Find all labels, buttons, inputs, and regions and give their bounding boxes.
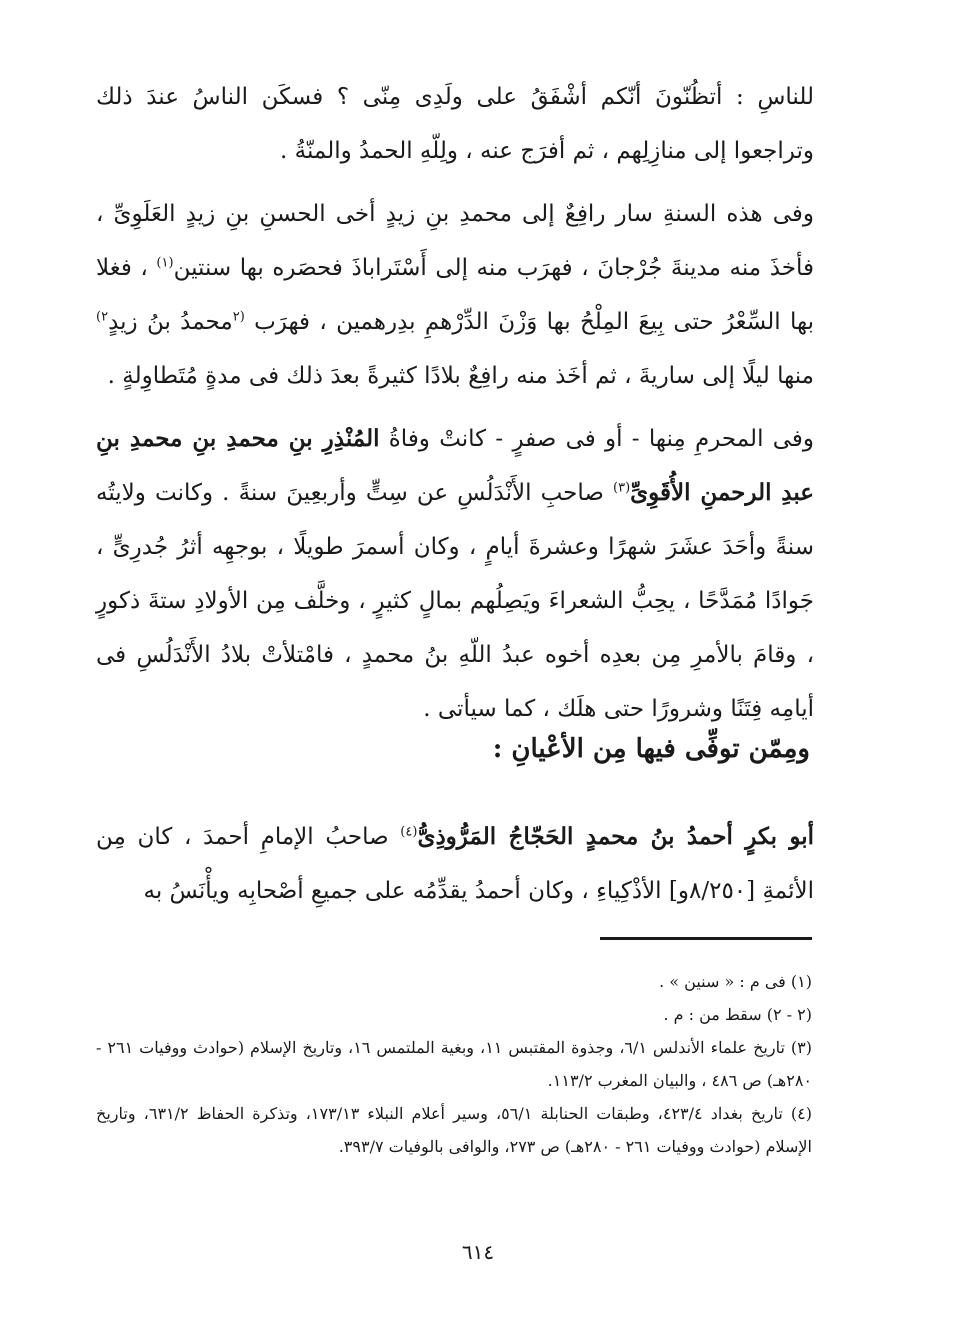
footnotes (96, 965, 812, 1163)
paragraph-1 (96, 70, 814, 178)
footnote-2: (٢ - ٢) سقط من : م . (663, 1005, 812, 1024)
paragraph-1-text: للناسِ : أتظُنّونَ أنّكم أشْفَقُ على ولَدِى مِنّى ؟ فسكَن الناسُ عندَ ذلك وتراجعوا إلى منازِلِهم ، ثم أفرَج عنه ، ولِلّهِ الحمدُ والمنّةُ . (96, 84, 814, 164)
manuscript-folio-reference: [٨/٢٥٠و] (668, 878, 756, 904)
footnote-marker-1: (١) (156, 255, 174, 271)
paragraph-2-part-d: منها ليلًا إلى ساريةَ ، ثم أخَذ منه رافِعٌ بلادًا كثيرةً بعدَ ذلك فى مدةٍ مُتَطاوِلةٍ . (107, 363, 814, 389)
person-name-almarrudhi: أبو بكرٍ أحمدُ بنُ محمدٍ الحَجّاجُ المَرُّوذِىُّ (417, 823, 814, 850)
section-heading: ومِمّن توفِّى فيها مِن الأعْيانِ : (492, 734, 810, 764)
footnote-marker-3: (٣) (613, 480, 631, 496)
paragraph-2-part-c: محمدُ بنُ زيدٍ (108, 309, 233, 335)
footnote-marker-2-open: (٢ (232, 309, 245, 325)
paragraph-2-part-b: ، فغلا بها السِّعْرُ حتى بِيعَ المِلْحُ بها وَزْنَ الدِّرْهمِ بدِرهمين ، فهرَب (96, 255, 814, 335)
footnote-4: (٤) تاريخ بغداد ٤٢٣/٤، وطبقات الحنابلة ٥٦/١، وسير أعلام النبلاء ١٧٣/١٣، وتذكرة الحفاظ ٦٣١/٢، وتاريخ الإسلام (حوادث ووفيات ٢٦١ - ٢٨٠هـ) ص ٢٧٣، والوافى بالوفيات ٣٩٣/٧. (96, 1104, 812, 1156)
person-name-almundhir: المُنْذِرِ بنِ محمدِ بنِ محمدِ بنِ عبدِ الرحمنِ الأُقَوِىِّ (96, 425, 815, 506)
paragraph-2-part-a: وفى هذه السنةِ سار رافِعٌ إلى محمدِ بنِ زيدٍ أخى الحسنِ بنِ زيدٍ العَلَوِىِّ ، فأخذَ منه مدينةَ جُرْجانَ ، فهرَب منه إلى أَسْتَراباذَ فحصَره بها سنتين (96, 201, 815, 281)
page-number: ٦١٤ (461, 1240, 495, 1264)
paragraph-4-text (96, 810, 814, 918)
paragraph-2-text (96, 187, 814, 403)
paragraph-3-part-a: وفى المحرمِ مِنها - أو فى صفرٍ - كانتْ وفاةُ (379, 426, 815, 452)
paragraph-4-part-a: صاحبُ الإمامِ أحمدَ ، كان مِن الأئمةِ (96, 824, 814, 904)
footnote-marker-4: (٤) (400, 824, 418, 840)
paragraph-4 (96, 810, 814, 918)
footnote-3: (٣) تاريخ علماء الأندلس ٦/١، وجذوة المقتبس ١١، وبغية الملتمس ١٦، وتاريخ الإسلام (حوادث ووفيات ٢٦١ - ٢٨٠هـ) ص ٤٨٦ ، والبيان المغرب ١١٣/٢. (96, 1038, 813, 1090)
paragraph-3-part-b: صاحبِ الأَنْدَلُسِ عن سِتٍّ وأربعِينَ سنةً . وكانت ولايتُه سنةً وأحَدَ عشَرَ شهرًا وعشرةَ أيامٍ ، وكان أسمرَ طويلًا ، بوجهِه أثرُ جُدرِىٍّ ، جَوادًا مُمَدَّحًا ، يحِبُّ الشعراءَ ويَصِلُهم بمالٍ كثيرٍ ، وخلَّف مِن الأولادِ ستةَ ذكورٍ ، وقامَ بالأمرِ مِن بعدِه أخوه عبدُ اللّهِ بنُ محمدٍ ، فامْتلأتْ بلادُ الأَنْدَلُسِ فى أيامِه فِتَنًا وشرورًا حتى هلَك ، كما سيأتى . (96, 480, 814, 722)
footnote-separator (600, 937, 812, 940)
paragraph-3 (96, 412, 814, 736)
paragraph-2 (96, 187, 814, 403)
footnote-1: (١) فى م : « سنين » . (659, 972, 812, 991)
paragraph-3-text (96, 412, 814, 736)
footnote-marker-2-close: ٢) (96, 309, 109, 325)
paragraph-4-part-b: الأذْكِياءِ ، وكان أحمدُ يقدِّمُه على جميعِ أصْحابِه ويأْنَسُ به (143, 878, 669, 904)
